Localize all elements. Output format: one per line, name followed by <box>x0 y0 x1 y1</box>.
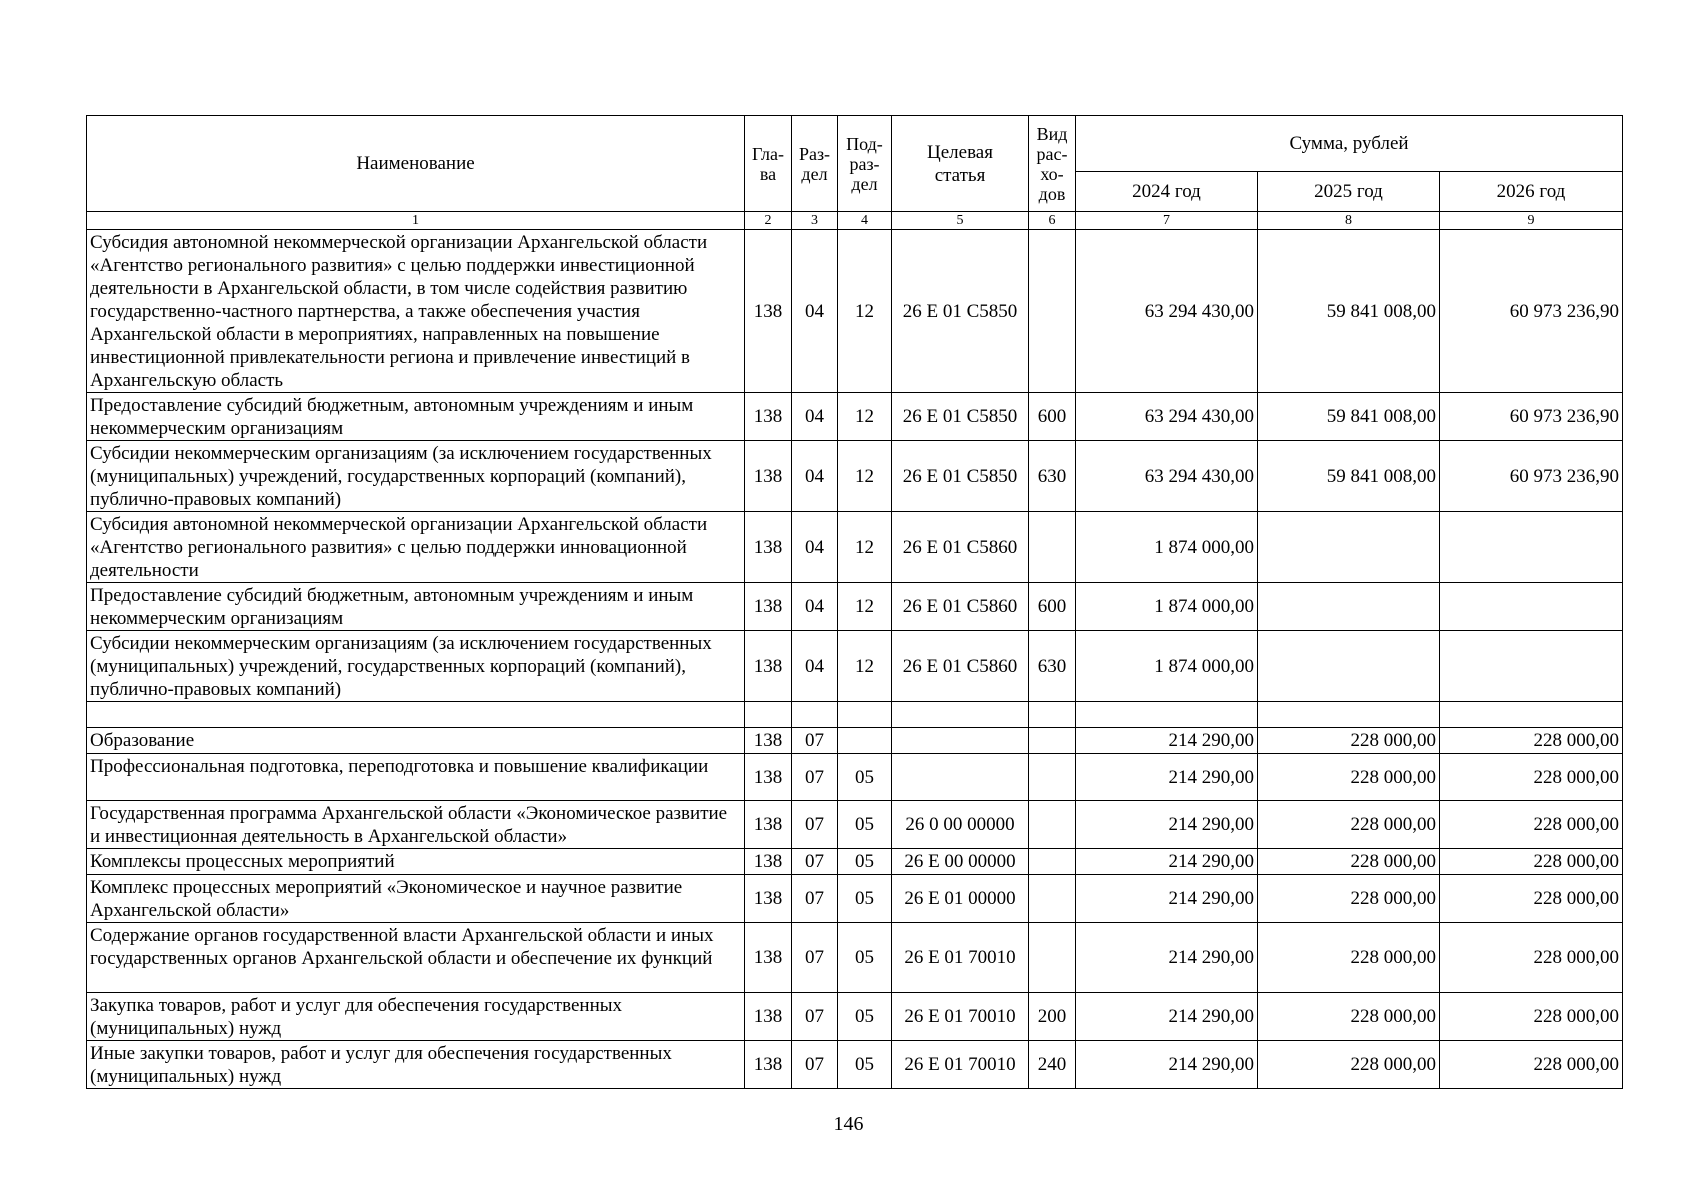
razdel-cell: 04 <box>792 230 838 393</box>
amount-2024-cell: 214 290,00 <box>1076 754 1258 801</box>
amount-2026-cell: 60 973 236,90 <box>1440 393 1623 441</box>
glava-cell: 138 <box>745 754 792 801</box>
podrazdel-cell: 05 <box>838 923 892 993</box>
target-article-cell <box>892 728 1029 754</box>
row-name-cell: Закупка товаров, работ и услуг для обеспечения государственных (муниципальных) нужд <box>87 993 745 1041</box>
row-name-cell: Иные закупки товаров, работ и услуг для обеспечения государственных (муниципальных) нужд <box>87 1041 745 1089</box>
glava-cell: 138 <box>745 631 792 702</box>
budget-table <box>86 115 1623 1089</box>
amount-2026-cell <box>1440 583 1623 631</box>
target-article-cell: 26 Е 01 70010 <box>892 1041 1029 1089</box>
column-number: 7 <box>1076 212 1258 230</box>
glava-cell <box>745 702 792 728</box>
podrazdel-cell <box>838 702 892 728</box>
amount-2025-cell: 228 000,00 <box>1258 993 1440 1041</box>
table-row <box>87 631 1623 702</box>
target-article-cell: 26 Е 00 00000 <box>892 849 1029 875</box>
row-name-cell: Субсидии некоммерческим организациям (за исключением государственных (муниципальных) учреждений, государственных корпораций (компаний), публично-правовых компаний) <box>87 631 745 702</box>
row-name-cell: Субсидии некоммерческим организациям (за исключением государственных (муниципальных) учреждений, государственных корпораций (компаний), публично-правовых компаний) <box>87 441 745 512</box>
page-number: 146 <box>833 1113 864 1135</box>
expense-type-cell <box>1029 702 1076 728</box>
amount-2025-cell: 228 000,00 <box>1258 754 1440 801</box>
table-row <box>87 754 1623 801</box>
amount-2026-cell <box>1440 512 1623 583</box>
table-row <box>87 923 1623 993</box>
expense-type-cell: 600 <box>1029 393 1076 441</box>
table-row <box>87 875 1623 923</box>
target-article-cell: 26 Е 01 70010 <box>892 923 1029 993</box>
table-row <box>87 512 1623 583</box>
expense-type-cell: 200 <box>1029 993 1076 1041</box>
podrazdel-cell: 12 <box>838 512 892 583</box>
column-number: 1 <box>87 212 745 230</box>
expense-type-cell <box>1029 923 1076 993</box>
column-number: 2 <box>745 212 792 230</box>
amount-2024-cell: 214 290,00 <box>1076 849 1258 875</box>
amount-2025-cell: 59 841 008,00 <box>1258 441 1440 512</box>
table-row <box>87 393 1623 441</box>
target-article-cell: 26 Е 01 С5850 <box>892 230 1029 393</box>
column-number: 3 <box>792 212 838 230</box>
target-article-cell: 26 Е 01 С5850 <box>892 441 1029 512</box>
amount-2025-cell: 228 000,00 <box>1258 801 1440 849</box>
row-name-cell: Субсидия автономной некоммерческой организации Архангельской области «Агентство регионального развития» с целью поддержки инвестиционной деятельности в Архангельской области, в том числе содействия развитию государственно-частного партнерства, а также обеспечения участия Архангельской области в мероприятиях, направленных на повышение инвестиционной привлекательности региона и привлечение инвестиций в Архангельскую область <box>87 230 745 393</box>
podrazdel-cell: 12 <box>838 631 892 702</box>
amount-2024-cell: 63 294 430,00 <box>1076 230 1258 393</box>
amount-2025-cell <box>1258 583 1440 631</box>
header-expense-type: Вид рас- хо- дов <box>1029 116 1076 212</box>
header-year-2025: 2025 год <box>1258 172 1440 212</box>
column-number: 5 <box>892 212 1029 230</box>
expense-type-cell: 630 <box>1029 631 1076 702</box>
amount-2026-cell: 228 000,00 <box>1440 1041 1623 1089</box>
target-article-cell: 26 Е 01 С5860 <box>892 631 1029 702</box>
amount-2025-cell: 228 000,00 <box>1258 1041 1440 1089</box>
glava-cell: 138 <box>745 230 792 393</box>
podrazdel-cell <box>838 728 892 754</box>
razdel-cell: 07 <box>792 754 838 801</box>
amount-2026-cell <box>1440 631 1623 702</box>
row-name-cell: Содержание органов государственной власти Архангельской области и иных государственных органов Архангельской области и обеспечение их функций <box>87 923 745 993</box>
glava-cell: 138 <box>745 441 792 512</box>
amount-2026-cell: 228 000,00 <box>1440 754 1623 801</box>
glava-cell: 138 <box>745 1041 792 1089</box>
razdel-cell: 07 <box>792 849 838 875</box>
target-article-cell: 26 Е 01 С5850 <box>892 393 1029 441</box>
amount-2025-cell: 59 841 008,00 <box>1258 230 1440 393</box>
razdel-cell: 04 <box>792 583 838 631</box>
razdel-cell: 07 <box>792 1041 838 1089</box>
amount-2024-cell <box>1076 702 1258 728</box>
amount-2025-cell: 228 000,00 <box>1258 923 1440 993</box>
razdel-cell: 07 <box>792 923 838 993</box>
amount-2024-cell: 1 874 000,00 <box>1076 583 1258 631</box>
amount-2026-cell <box>1440 702 1623 728</box>
table-row <box>87 230 1623 393</box>
amount-2026-cell: 228 000,00 <box>1440 728 1623 754</box>
razdel-cell: 04 <box>792 441 838 512</box>
amount-2025-cell <box>1258 702 1440 728</box>
razdel-cell: 04 <box>792 512 838 583</box>
podrazdel-cell: 05 <box>838 849 892 875</box>
table-row <box>87 441 1623 512</box>
row-name-cell: Профессиональная подготовка, переподготовка и повышение квалификации <box>87 754 745 801</box>
table-body <box>87 230 1623 1089</box>
glava-cell: 138 <box>745 993 792 1041</box>
amount-2025-cell: 59 841 008,00 <box>1258 393 1440 441</box>
expense-type-cell: 600 <box>1029 583 1076 631</box>
podrazdel-cell: 12 <box>838 393 892 441</box>
header-name: Наименование <box>87 116 745 212</box>
amount-2026-cell: 228 000,00 <box>1440 923 1623 993</box>
table-row <box>87 728 1623 754</box>
expense-type-cell <box>1029 230 1076 393</box>
column-number: 6 <box>1029 212 1076 230</box>
razdel-cell: 07 <box>792 993 838 1041</box>
glava-cell: 138 <box>745 801 792 849</box>
amount-2025-cell <box>1258 631 1440 702</box>
glava-cell: 138 <box>745 512 792 583</box>
amount-2026-cell: 228 000,00 <box>1440 801 1623 849</box>
row-name-cell: Комплексы процессных мероприятий <box>87 849 745 875</box>
glava-cell: 138 <box>745 393 792 441</box>
amount-2024-cell: 214 290,00 <box>1076 1041 1258 1089</box>
expense-type-cell: 240 <box>1029 1041 1076 1089</box>
target-article-cell <box>892 702 1029 728</box>
amount-2024-cell: 63 294 430,00 <box>1076 441 1258 512</box>
amount-2026-cell: 228 000,00 <box>1440 849 1623 875</box>
row-name-cell: Государственная программа Архангельской области «Экономическое развитие и инвестиционная деятельность в Архангельской области» <box>87 801 745 849</box>
amount-2025-cell: 228 000,00 <box>1258 875 1440 923</box>
podrazdel-cell: 05 <box>838 754 892 801</box>
row-name-cell: Образование <box>87 728 745 754</box>
expense-type-cell <box>1029 849 1076 875</box>
header-year-2024: 2024 год <box>1076 172 1258 212</box>
expense-type-cell <box>1029 801 1076 849</box>
glava-cell: 138 <box>745 583 792 631</box>
row-name-cell: Предоставление субсидий бюджетным, автономным учреждениям и иным некоммерческим организациям <box>87 583 745 631</box>
table-row <box>87 849 1623 875</box>
header-target-article: Целевая статья <box>892 116 1029 212</box>
glava-cell: 138 <box>745 923 792 993</box>
expense-type-cell <box>1029 728 1076 754</box>
glava-cell: 138 <box>745 849 792 875</box>
header-razdel: Раз- дел <box>792 116 838 212</box>
amount-2024-cell: 214 290,00 <box>1076 875 1258 923</box>
amount-2024-cell: 1 874 000,00 <box>1076 631 1258 702</box>
target-article-cell: 26 Е 01 70010 <box>892 993 1029 1041</box>
podrazdel-cell: 12 <box>838 583 892 631</box>
row-name-cell: Комплекс процессных мероприятий «Экономическое и научное развитие Архангельской области» <box>87 875 745 923</box>
column-number: 9 <box>1440 212 1623 230</box>
razdel-cell: 07 <box>792 875 838 923</box>
podrazdel-cell: 05 <box>838 1041 892 1089</box>
header-glava: Гла- ва <box>745 116 792 212</box>
target-article-cell: 26 Е 01 00000 <box>892 875 1029 923</box>
table-row <box>87 583 1623 631</box>
razdel-cell: 07 <box>792 801 838 849</box>
row-name-cell: Субсидия автономной некоммерческой организации Архангельской области «Агентство регионального развития» с целью поддержки инновационной деятельности <box>87 512 745 583</box>
column-number: 8 <box>1258 212 1440 230</box>
row-name-cell: Предоставление субсидий бюджетным, автономным учреждениям и иным некоммерческим организациям <box>87 393 745 441</box>
razdel-cell: 04 <box>792 631 838 702</box>
target-article-cell: 26 Е 01 С5860 <box>892 512 1029 583</box>
expense-type-cell <box>1029 754 1076 801</box>
target-article-cell <box>892 754 1029 801</box>
podrazdel-cell: 05 <box>838 875 892 923</box>
amount-2025-cell: 228 000,00 <box>1258 728 1440 754</box>
table-row <box>87 702 1623 728</box>
amount-2026-cell: 60 973 236,90 <box>1440 441 1623 512</box>
razdel-cell: 04 <box>792 393 838 441</box>
amount-2025-cell: 228 000,00 <box>1258 849 1440 875</box>
table-row <box>87 993 1623 1041</box>
amount-2025-cell <box>1258 512 1440 583</box>
table-row <box>87 801 1623 849</box>
header-podrazdel: Под- раз- дел <box>838 116 892 212</box>
row-name-cell <box>87 702 745 728</box>
podrazdel-cell: 12 <box>838 441 892 512</box>
amount-2026-cell: 60 973 236,90 <box>1440 230 1623 393</box>
amount-2024-cell: 214 290,00 <box>1076 728 1258 754</box>
expense-type-cell <box>1029 875 1076 923</box>
amount-2024-cell: 1 874 000,00 <box>1076 512 1258 583</box>
amount-2024-cell: 214 290,00 <box>1076 993 1258 1041</box>
header-sum: Сумма, рублей <box>1076 116 1623 172</box>
razdel-cell: 07 <box>792 728 838 754</box>
amount-2024-cell: 214 290,00 <box>1076 801 1258 849</box>
glava-cell: 138 <box>745 728 792 754</box>
column-number: 4 <box>838 212 892 230</box>
amount-2024-cell: 63 294 430,00 <box>1076 393 1258 441</box>
expense-type-cell: 630 <box>1029 441 1076 512</box>
table-row <box>87 1041 1623 1089</box>
podrazdel-cell: 05 <box>838 993 892 1041</box>
glava-cell: 138 <box>745 875 792 923</box>
podrazdel-cell: 12 <box>838 230 892 393</box>
amount-2026-cell: 228 000,00 <box>1440 875 1623 923</box>
amount-2026-cell: 228 000,00 <box>1440 993 1623 1041</box>
target-article-cell: 26 0 00 00000 <box>892 801 1029 849</box>
target-article-cell: 26 Е 01 С5860 <box>892 583 1029 631</box>
header-year-2026: 2026 год <box>1440 172 1623 212</box>
razdel-cell <box>792 702 838 728</box>
amount-2024-cell: 214 290,00 <box>1076 923 1258 993</box>
expense-type-cell <box>1029 512 1076 583</box>
podrazdel-cell: 05 <box>838 801 892 849</box>
